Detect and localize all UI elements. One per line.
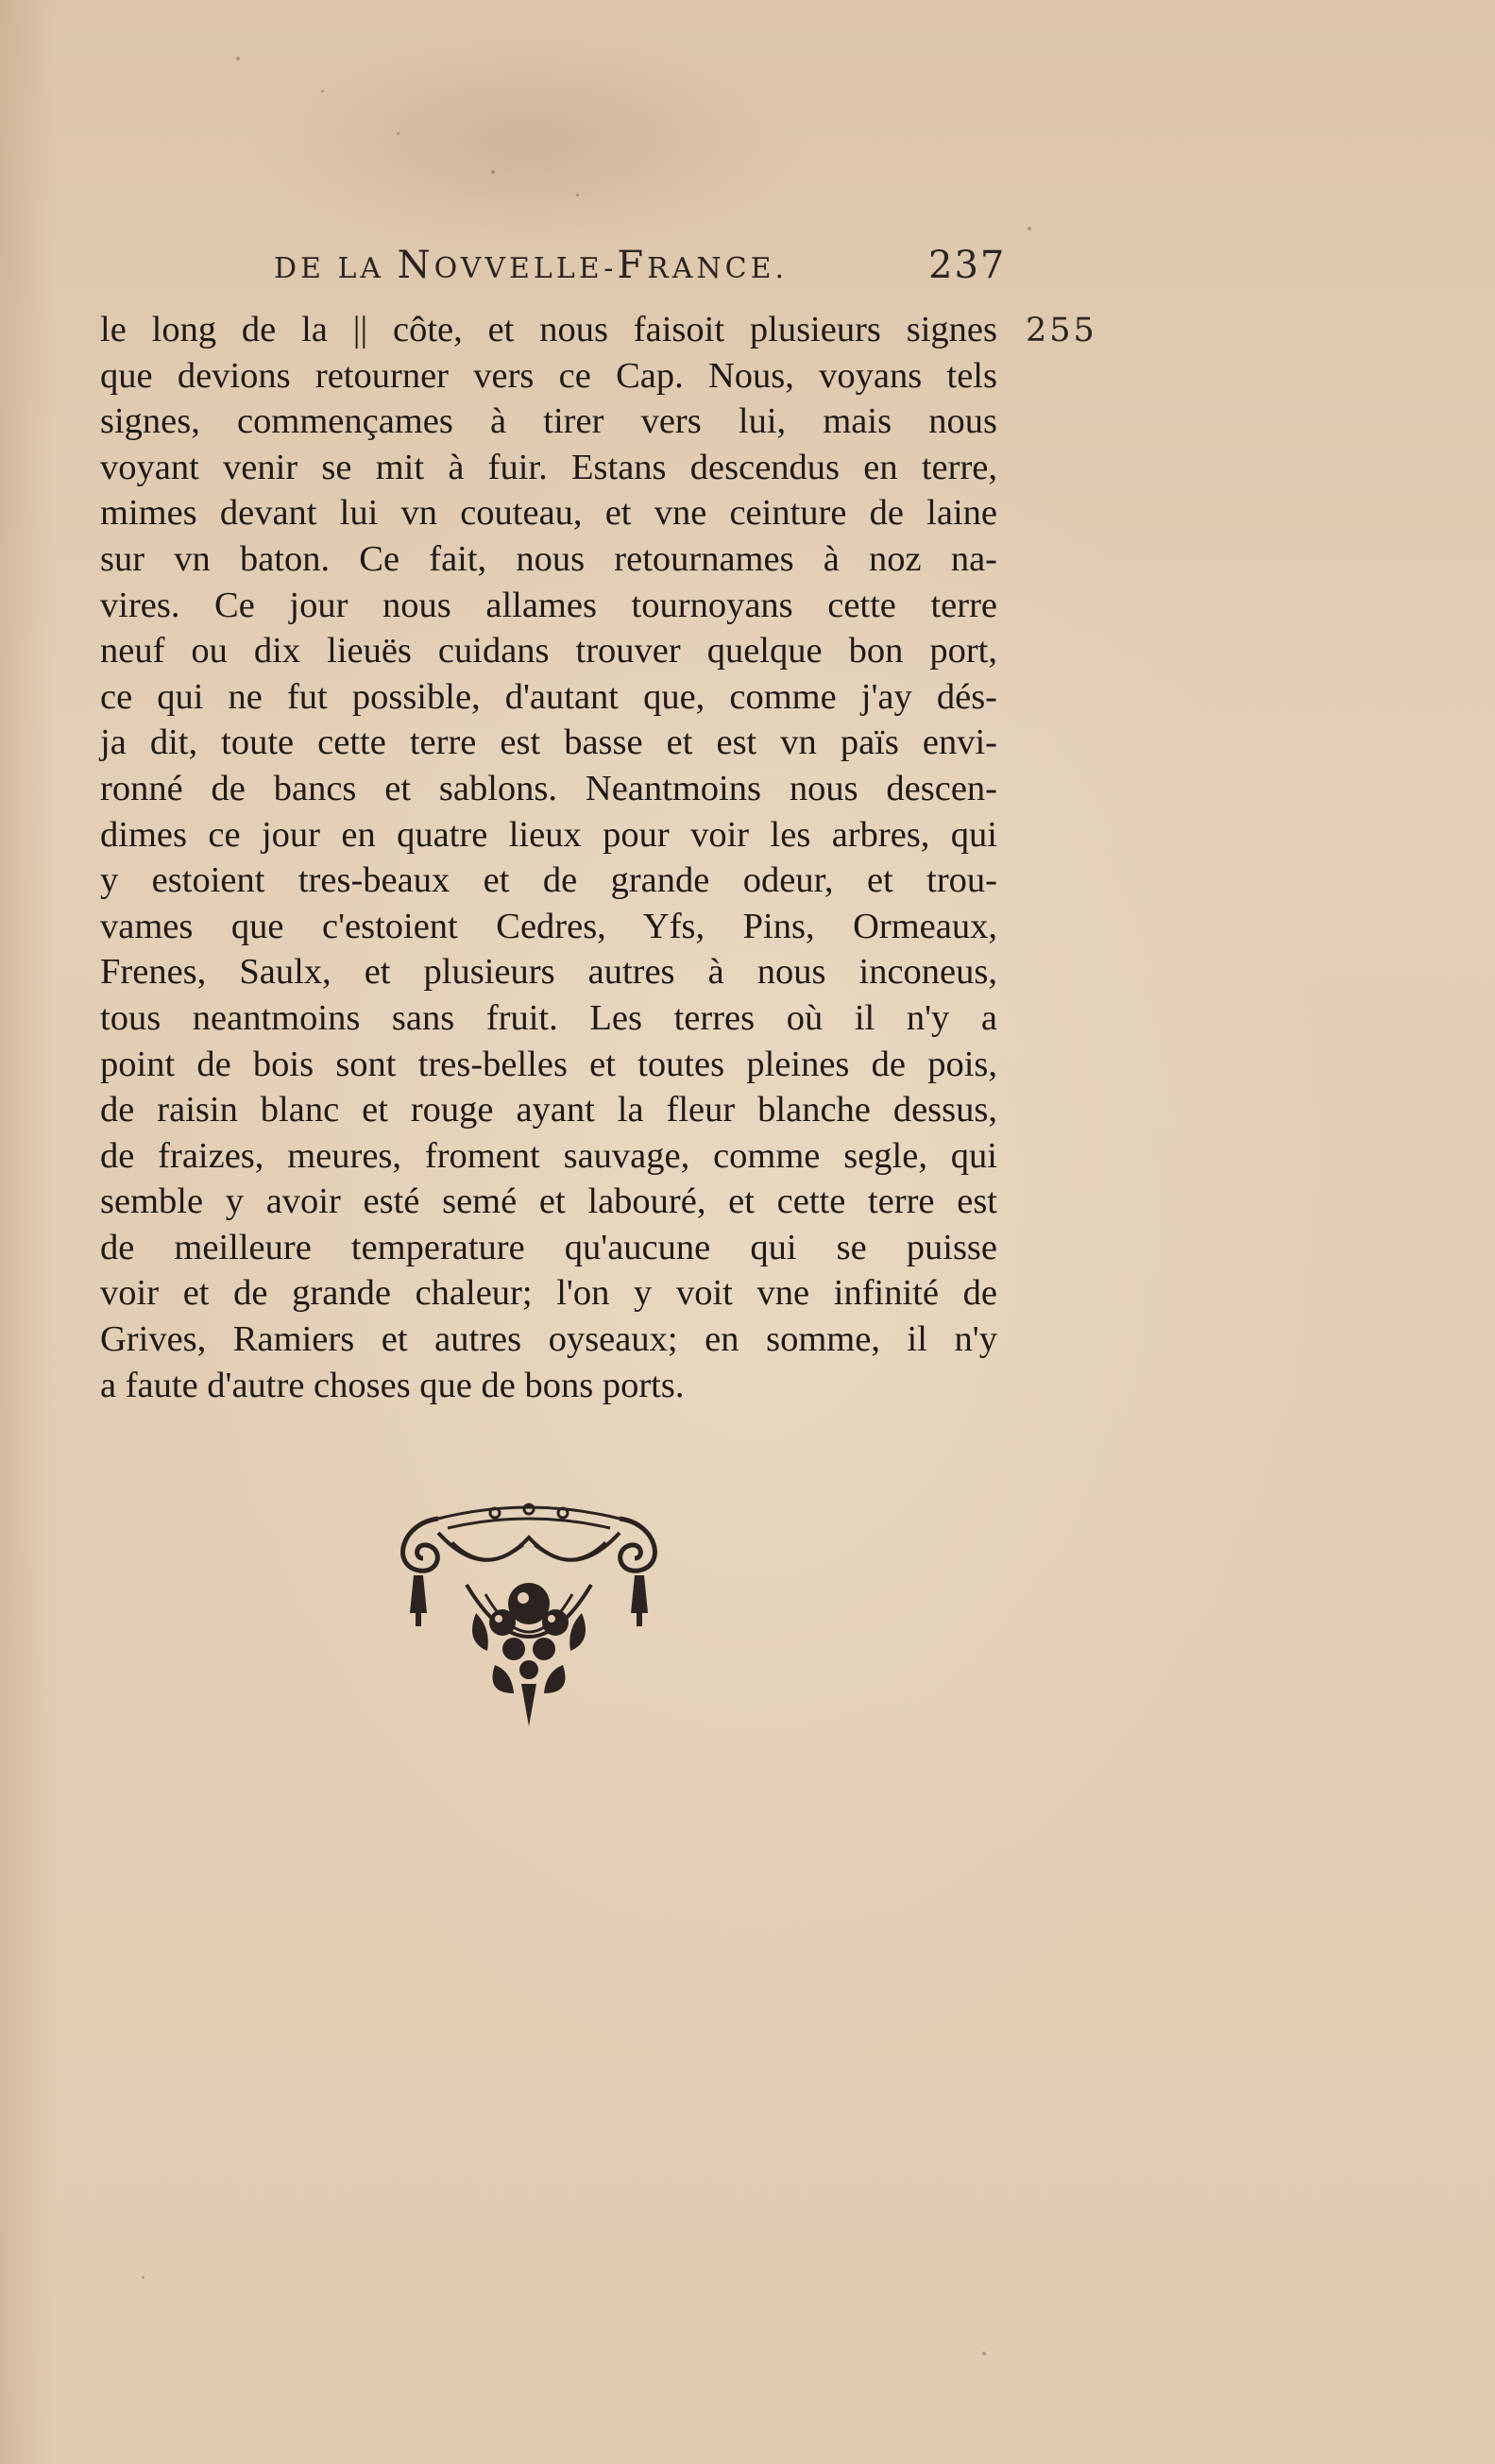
text-line: voyant venir se mit à fuir. Estans descendus en terre, xyxy=(100,447,997,487)
text-line: mimes devant lui vn couteau, et vne ceinture de laine xyxy=(100,493,997,534)
text-line: vames que c'estoient Cedres, Yfs, Pins, Ormeaux, xyxy=(100,906,997,946)
text-line: Grives, Ramiers et autres oyseaux; en somme, il n'y xyxy=(100,1319,997,1360)
paper-speck xyxy=(491,170,495,174)
text-line: neuf ou dix lieuës cuidans trouver quelque bon port, xyxy=(100,631,997,671)
text-line: ronné de bancs et sablons. Neantmoins nous descen- xyxy=(100,768,997,808)
paper-speck xyxy=(1028,227,1031,230)
text-line: vires. Ce jour nous allames tournoyans cette terre xyxy=(100,585,997,625)
text-line: signes, commençames à tirer vers lui, mais nous xyxy=(100,401,997,442)
text-line: le long de la || côte, et nous faisoit plusieurs signes xyxy=(100,310,997,349)
body-text xyxy=(100,307,997,1408)
text-line: dimes ce jour en quatre lieux pour voir les arbres, qui xyxy=(100,814,997,855)
paper-speck xyxy=(142,2276,144,2279)
text-line: tous neantmoins sans fruit. Les terres où il n'y a xyxy=(100,997,997,1038)
paper-speck xyxy=(982,2352,986,2355)
running-head xyxy=(274,244,1029,287)
text-line: de fraizes, meures, froment sauvage, comme segle, qui xyxy=(100,1135,997,1176)
text-line: sur vn baton. Ce fait, nous retournames à noz na- xyxy=(100,538,997,579)
text-line: de meilleure temperature qu'aucune qui se puisse xyxy=(100,1227,997,1267)
text-line: ce qui ne fut possible, d'autant que, comme j'ay dés- xyxy=(100,676,997,717)
text-line: point de bois sont tres-belles et toutes pleines de pois, xyxy=(100,1044,997,1084)
paper-speck xyxy=(321,90,324,93)
text-line: semble y avoir esté semé et labouré, et cette terre est xyxy=(100,1181,997,1222)
text-line: ja dit, toute cette terre est basse et est vn païs envi- xyxy=(100,722,997,763)
margin-page-number: 255 xyxy=(1026,312,1097,349)
text-line: y estoient tres-beaux et de grande odeur, et trou- xyxy=(100,860,997,901)
text-line: voir et de grande chaleur; l'on y voit vne infinité de xyxy=(100,1273,997,1314)
paper-speck xyxy=(576,194,579,196)
text-line: Frenes, Saulx, et plusieurs autres à nous inconeus, xyxy=(100,952,997,993)
paper-speck xyxy=(397,132,399,135)
page-number: 237 xyxy=(928,244,1007,287)
paper-speck xyxy=(236,57,240,60)
text-line: a faute d'autre choses que de bons ports. xyxy=(100,1365,685,1405)
text-line: que devions retourner vers ce Cap. Nous, voyans tels xyxy=(100,355,997,396)
floral-tailpiece-icon xyxy=(382,1500,676,1732)
text-line: de raisin blanc et rouge ayant la fleur blanche dessus, xyxy=(100,1090,997,1130)
running-head-title: DE LA NOVVELLE-FRANCE. xyxy=(274,244,789,287)
